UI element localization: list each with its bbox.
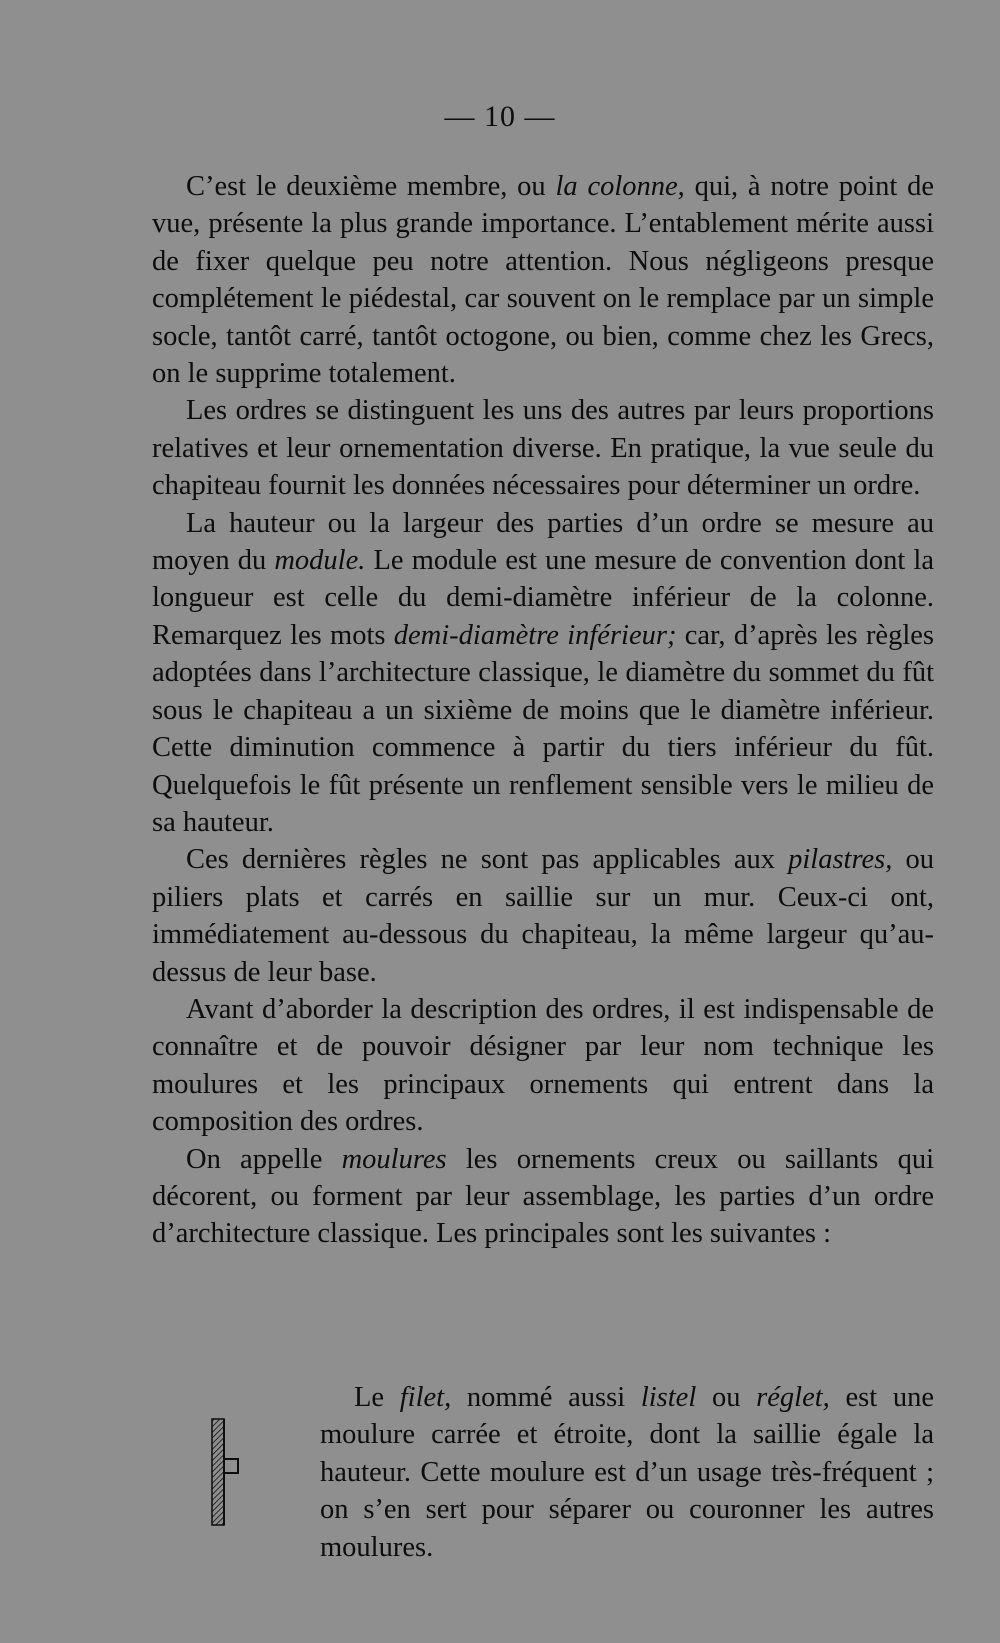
filet-wall-hatching (212, 1419, 224, 1525)
term-reglet: réglet, (756, 1382, 830, 1413)
term-module: module. (274, 545, 366, 577)
text-run: ou (696, 1382, 757, 1413)
term-filet: filet, (399, 1382, 452, 1413)
filet-section (152, 1379, 934, 1566)
filet-molding-figure (210, 1417, 250, 1527)
term-listel: listel (640, 1382, 697, 1413)
text-run: Ces dernières règles ne sont pas applicables aux (186, 844, 789, 876)
text-run: C’est le deuxième membre, ou (186, 171, 556, 202)
term-moulures: moulures (341, 1143, 447, 1175)
paragraph-moulures (152, 1141, 934, 1253)
term-la-colonne: la colonne, (555, 171, 685, 202)
text-run: ou piliers plats et carrés en saillie sur un mur. Ceux-ci ont, immédiatement au-dessous du chapiteau, la même largeur qu’au-dessus de leur base. (152, 844, 934, 988)
paragraph-ordres (152, 392, 934, 504)
paragraph-filet (320, 1379, 934, 1566)
text-run: nommé aussi (451, 1382, 641, 1413)
text-run: Le (354, 1382, 400, 1413)
paragraph-avant (152, 991, 934, 1141)
paragraph-module (152, 505, 934, 842)
text-run: est une moulure carrée et étroite, dont la saillie égale la hauteur. Cette moulure est d’un usage très-fréquent ; on s’en sert pour séparer ou couronner les autres moulures. (320, 1382, 934, 1563)
text-run: On appelle (186, 1143, 342, 1175)
page-number: — 10 — (444, 100, 556, 133)
text-run: Le module est une mesure de convention dont la longueur est celle du demi-diamètre inférieur de la colonne. Remarquez les mots (152, 545, 934, 651)
text-run: Avant d’aborder la description des ordres, il est indispensable de connaître et de pouvoir désigner par leur nom technique les moulures et les principaux ornements qui entrent dans la composition des ordres. (152, 993, 934, 1138)
body-text (152, 168, 934, 1253)
term-demi-diametre: demi-diamètre inférieur; (393, 619, 677, 651)
text-run: Les ordres se distinguent les uns des autres par leurs proportions relatives et leur ornementation diverse. En pratique, la vue seule du chapiteau fournit les données nécessaires pour déterminer un ordre. (152, 395, 934, 502)
text-run: La hauteur ou la largeur des parties d’un ordre se mesure au moyen du (152, 507, 934, 577)
filet-profile (224, 1459, 238, 1473)
term-pilastres: pilastres, (788, 844, 893, 876)
text-run: les ornements creux ou saillants qui décorent, ou forment par leur assemblage, les parties d’un ordre d’architecture classique. Les principales sont les suivantes : (152, 1143, 934, 1250)
text-run: car, d’après les règles adoptées dans l’architecture classique, le diamètre du sommet du fût sous le chapiteau a un sixième de moins que le diamètre inférieur. Cette diminution commence à partir du tiers inférieur du fût. Quelquefois le fût présente un renflement sensible vers le milieu de sa hauteur. (152, 619, 934, 838)
paragraph-pilastres (152, 841, 934, 991)
paragraph-colonne (152, 168, 934, 392)
text-run: qui, à notre point de vue, présente la plus grande importance. L’entablement mérite aussi de fixer quelque peu notre attention. Nous négligeons presque complétement le piédestal, car souvent on le remplace par un simple socle, tantôt carré, tantôt octogone, ou bien, comme chez les Grecs, on le supprime totalement. (152, 171, 934, 390)
